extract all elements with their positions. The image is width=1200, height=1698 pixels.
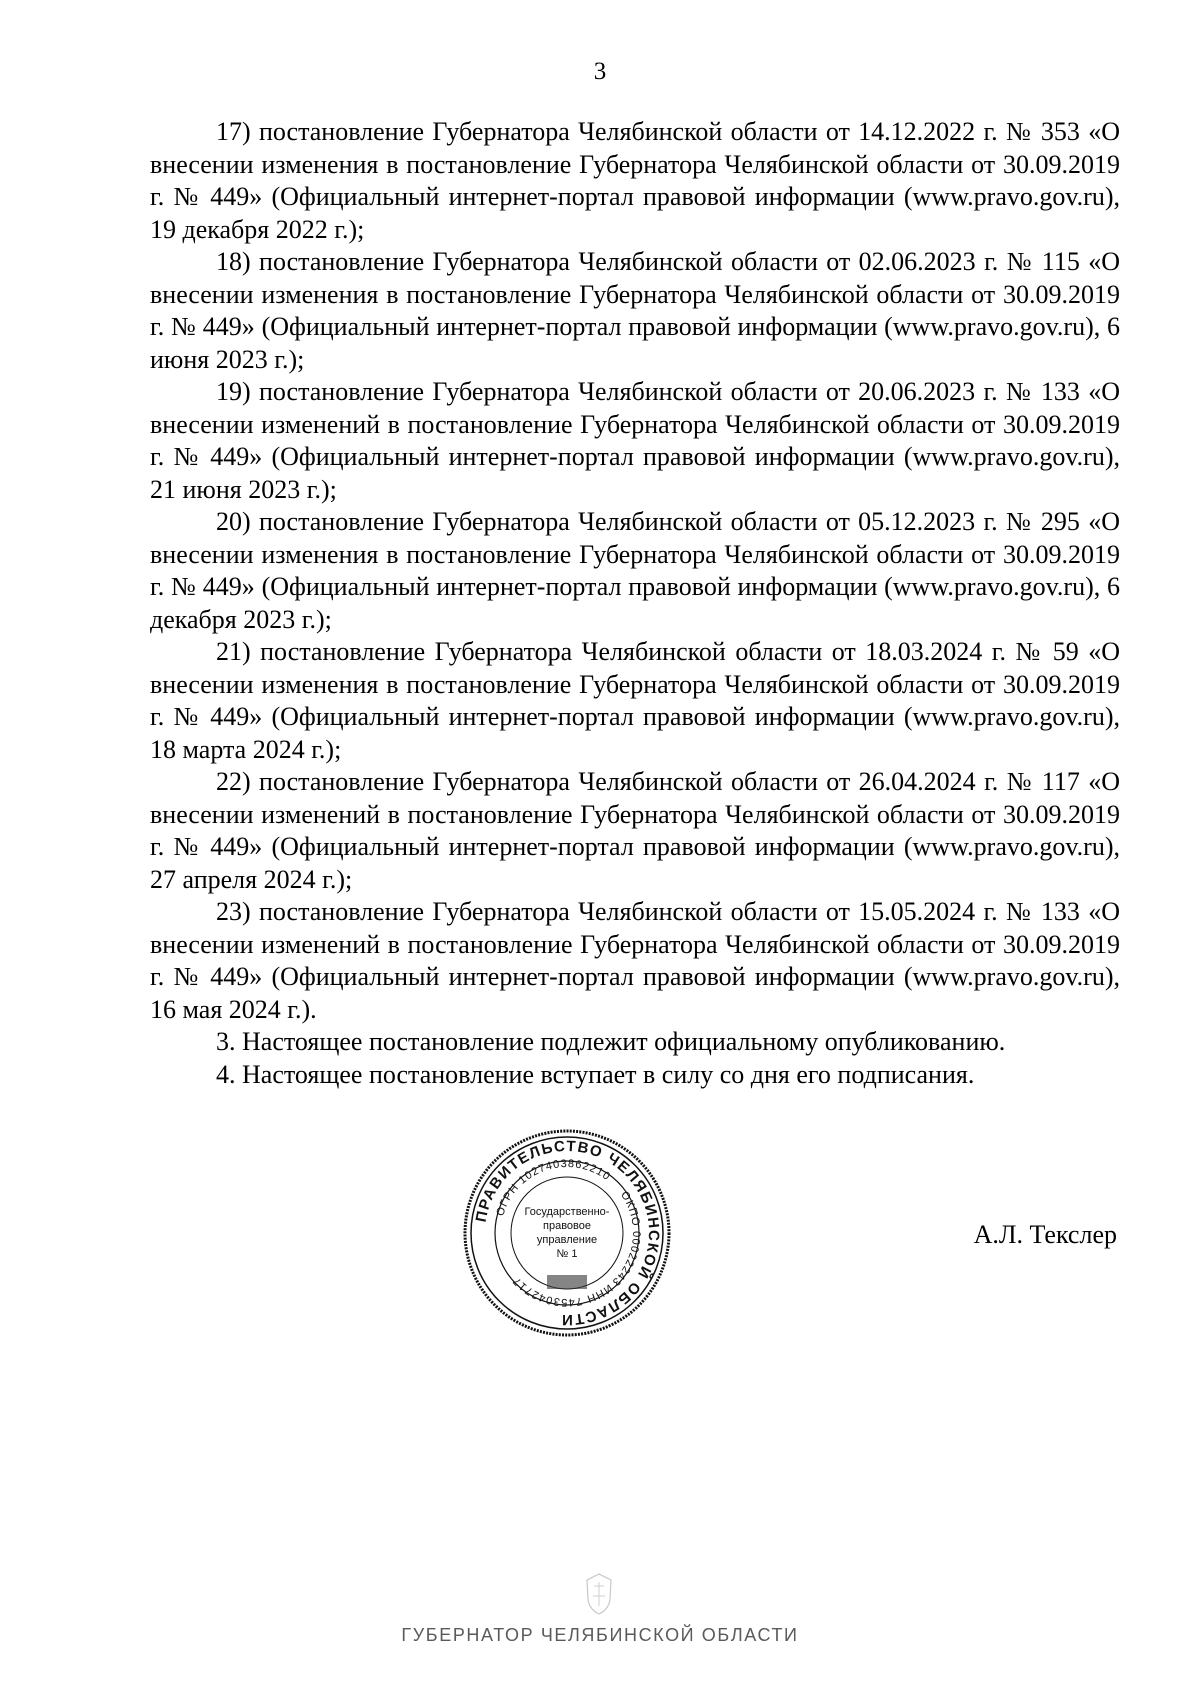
signatory-name: А.Л. Текслер	[973, 1220, 1117, 1249]
coat-of-arms-icon	[584, 1572, 614, 1616]
paragraph-item-23: 23) постановление Губернатора Челябинской области от 15.05.2024 г. № 133 «О внесении изменений в постановление Губернатора Челябинской области от 30.09.2019 г. № 449» (Официальный интернет-портал правовой информации (www.pravo.gov.ru), 16 мая 2024 г.).	[150, 897, 1120, 1024]
seal-ogrn-text: ОГРН 1027403862210	[494, 1157, 613, 1218]
paragraph-effective-date: 4. Настоящее постановление вступает в силу со дня его подписания.	[216, 1059, 975, 1089]
seal-outer-text: ПРАВИТЕЛЬСТВО ЧЕЛЯБИНСКОЙ ОБЛАСТИ	[472, 1137, 663, 1329]
seal-emblem-mark	[547, 1275, 587, 1289]
paragraph-item-20: 20) постановление Губернатора Челябинской области от 05.12.2023 г. № 295 «О внесении изменения в постановление Губернатора Челябинской области от 30.09.2019 г. № 449» (Официальный интернет-портал правовой информации (www.pravo.gov.ru), 6 декабря 2023 г.);	[150, 507, 1120, 634]
seal-graphic	[462, 1127, 672, 1339]
paragraph-item-22: 22) постановление Губернатора Челябинской области от 26.04.2024 г. № 117 «О внесении изменений в постановление Губернатора Челябинской области от 30.09.2019 г. № 449» (Официальный интернет-портал правовой информации (www.pravo.gov.ru), 27 апреля 2024 г.);	[150, 767, 1120, 894]
seal-center-line-1: Государственно-	[524, 1206, 610, 1218]
paragraph-item-19: 19) постановление Губернатора Челябинской области от 20.06.2023 г. № 133 «О внесении изменений в постановление Губернатора Челябинской области от 30.09.2019 г. № 449» (Официальный интернет-портал правовой информации (www.pravo.gov.ru), 21 июня 2023 г.);	[150, 377, 1120, 504]
seal-center-line-3: управление	[536, 1234, 598, 1246]
seal-center-line-2: правовое	[543, 1220, 591, 1232]
paragraph-item-18: 18) постановление Губернатора Челябинской области от 02.06.2023 г. № 115 «О внесении изменения в постановление Губернатора Челябинской области от 30.09.2019 г. № 449» (Официальный интернет-портал правовой информации (www.pravo.gov.ru), 6 июня 2023 г.);	[150, 247, 1120, 374]
document-body	[150, 116, 1120, 1091]
paragraph-item-17: 17) постановление Губернатора Челябинской области от 14.12.2022 г. № 353 «О внесении изменения в постановление Губернатора Челябинской области от 30.09.2019 г. № 449» (Официальный интернет-портал правовой информации (www.pravo.gov.ru), 19 декабря 2022 г.);	[150, 117, 1120, 244]
footer-letterhead: ГУБЕРНАТОР ЧЕЛЯБИНСКОЙ ОБЛАСТИ	[401, 1625, 799, 1645]
official-seal	[462, 1127, 672, 1339]
seal-center-line-4: № 1	[556, 1248, 578, 1260]
paragraph-publication: 3. Настоящее постановление подлежит официальному опубликованию.	[216, 1027, 1006, 1056]
paragraph-item-21: 21) постановление Губернатора Челябинской области от 18.03.2024 г. № 59 «О внесении изменения в постановление Губернатора Челябинской области от 30.09.2019 г. № 449» (Официальный интернет-портал правовой информации (www.pravo.gov.ru), 18 марта 2024 г.);	[150, 637, 1120, 764]
page-number: 3	[593, 58, 607, 85]
seal-okpo-text: ОКПО 00022243	[609, 1189, 643, 1289]
seal-inn-text: ИНН 7453042717	[510, 1274, 615, 1309]
